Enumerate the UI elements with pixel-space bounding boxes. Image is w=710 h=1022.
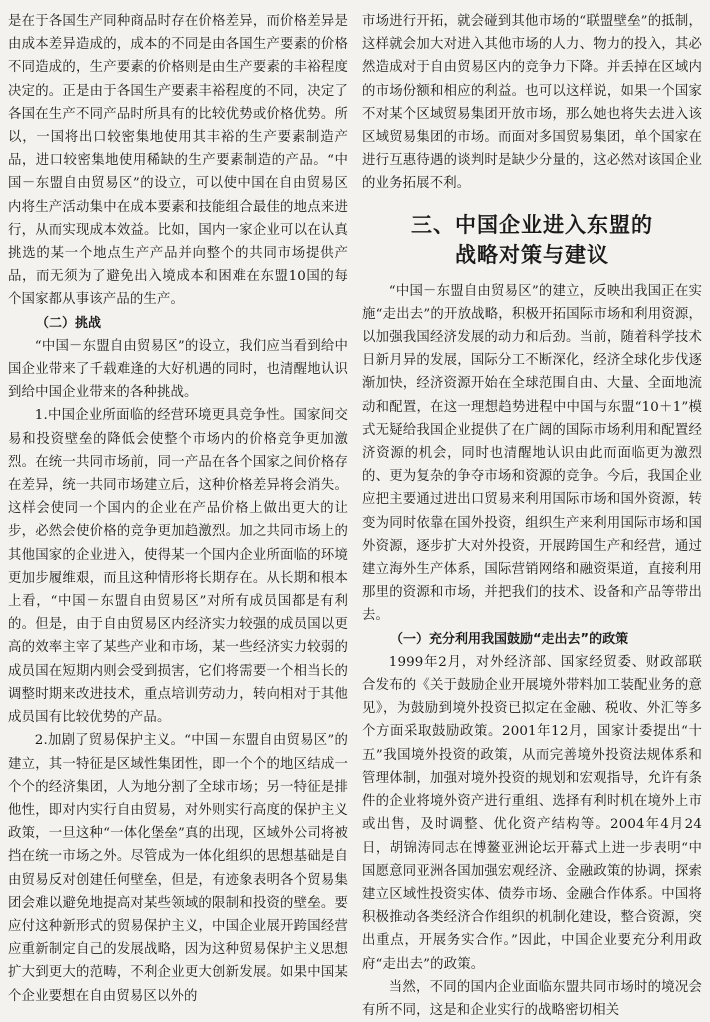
left-column (8, 10, 348, 1004)
section-title (362, 210, 702, 270)
section-title-line-2: 战略对策与建议 (455, 242, 609, 267)
paragraph: “中国－东盟自由贸易区”的建立，反映出我国正在实施“走出去”的开放战略，积极开拓国际市场和利用资源，以加强我国经济发展的动力和后劲。当前，随着科学技术日新月异的发展，国际分工不断深化，经济全球化步伐逐渐加快，经济资源开始在全球范围自由、大量、全面地流动和配置，在这一理想趋势进程中中国与东盟“10＋1”模式无疑给我国企业提供了在广阔的国际市场利用和配置经济资源的机会，同时也清醒地认识由此而面临更为激烈的、更为复杂的争夺市场和资源的竞争。今后，我国企业应把主要通过进出口贸易来利用国际市场和国外资源，转变为同时依靠在国外投资，组织生产来利用国际市场和国外资源，逐步扩大对外投资，开展跨国生产和经营，通过建立海外生产体系，国际营销网络和融资渠道，直接利用那里的资源和市场，并把我们的技术、设备和产品等带出去。 (362, 283, 702, 624)
paragraph: 市场进行开拓，就会碰到其他市场的“联盟壁垒”的抵制，这样就会加大对进入其他市场的人力、物力的投入，其必然造成对于自由贸易区内的竞争力下降。并丢掉在区域内的市场份额和相应的利益。也可以这样说，如果一个国家不对某个区域贸易集团开放市场，那么她也将失去进入该区域贸易集团的市场。而面对多国贸易集团，单个国家在进行互惠待遇的谈判时是缺少分量的，这必然对该国企业的业务拓展不利。 (362, 14, 702, 192)
right-column (362, 10, 702, 1018)
paragraph: 当然，不同的国内企业面临东盟共同市场时的境况会有所不同，这是和企业实行的战略密切相关 (362, 979, 702, 1018)
section-title-line-1: 三、中国企业进入东盟的 (411, 212, 653, 237)
paragraph: 2.加剧了贸易保护主义。“中国－东盟自由贸易区”的建立，其一特征是区域性集团性，即一个个的地区结成一个个的经济集团，人为地分割了全球市场；另一特征是排他性，即对内实行自由贸易，对外则实行高度的保护主义政策，一旦这种“一体化堡垒”真的出现，区域外公司将被挡在统一市场之外。尽管成为一体化组织的思想基础是自由贸易反对创建任何壁垒，但是，有迹象表明各个贸易集团会难以避免地提高对某些领域的限制和投资的壁垒。要应付这种新形式的贸易保护主义，中国企业展开跨国经营应重新制定自己的发展战略，因为这种贸易保护主义思想扩大到更大的范畴，不利企业更大创新发展。如果中国某个企业要想在自由贸易区以外的 (8, 733, 348, 1004)
paragraph: 1.中国企业所面临的经营环境更具竞争性。国家间交易和投资壁垒的降低会使整个市场内的价格竞争更加激烈。在统一共同市场前，同一产品在各个国家之间价格存在差异，统一共同市场建立后，这种价格差异将会消失。这样会使同一个国内的企业在产品价格上做出更大的让步，必然会使价格的竞争更加趋激烈。加之共同市场上的其他国家的企业进入，使得某一个国内企业所面临的环境更加步履维艰，而且这种情形将长期存在。从长期和根本上看，“中国－东盟自由贸易区”对所有成员国都是有利的。但是，由于自由贸易区内经济实力较强的成员国以更高的效率主宰了某些产业和市场，某一些经济实力较弱的成员国在短期内则会受到损害，它们将需要一个相当长的调整时期来改进技术，重点培训劳动力，转向相对于其他成员国有比较优势的产品。 (8, 408, 348, 726)
paragraph: 1999年2月，对外经济部、国家经贸委、财政部联合发布的《关于鼓励企业开展境外带料加工装配业务的意见》，为鼓励到境外投资已拟定在金融、税收、外汇等多个方面采取鼓励政策。2001年12月，国家计委提出“十五”我国境外投资的政策，从而完善境外投资法规体系和管理体制，加强对境外投资的规划和宏观指导，允许有条件的企业将境外资产进行重组、选择有利时机在境外上市或出售，及时调整、优化资产结构等。2004年4月24日，胡锦涛同志在博鳌亚洲论坛开幕式上进一步表明“中国愿意同亚洲各国加强宏观经济、金融政策的协调，探索建立区域性投资实体、债券市场、金融合作体系。中国将积极推动各类经济合作组织的机制化建设，整合资源，突出重点，开展务实合作。”因此，中国企业要充分利用政府“走出去”的政策。 (362, 654, 702, 972)
paragraph: 是在于各国生产同种商品时存在价格差异，而价格差异是由成本差异造成的，成本的不同是由各国生产要素的价格不同造成的，生产要素的价格则是由生产要素的丰裕程度决定的。正是由于各国生产要素丰裕程度的不同，决定了各国在生产不同产品时所具有的比较优势或价格优势。所以，一国将出口较密集地使用其丰裕的生产要素制造产品，进口较密集地使用稀缺的生产要素制造的产品。“中国－东盟自由贸易区”的设立，可以使中国在自由贸易区内将生产活动集中在成本要素和技能组合最佳的地点来进行，从而实现成本效益。比如，国内一家企业可以在认真挑选的某一个地点生产产品并向整个的共同市场提供产品，而无须为了避免出入境成本和困难在东盟10国的每个国家都从事该产品的生产。 (8, 14, 348, 308)
subheading-policy: （一）充分利用我国鼓励“走出去”的政策 (390, 631, 629, 647)
paragraph: “中国－东盟自由贸易区”的设立，我们应当看到给中国企业带来了千载难逢的大好机遇的同时，也清醒地认识到给中国企业带来的各种挑战。 (8, 338, 348, 401)
subheading-challenge: （二）挑战 (36, 315, 102, 331)
